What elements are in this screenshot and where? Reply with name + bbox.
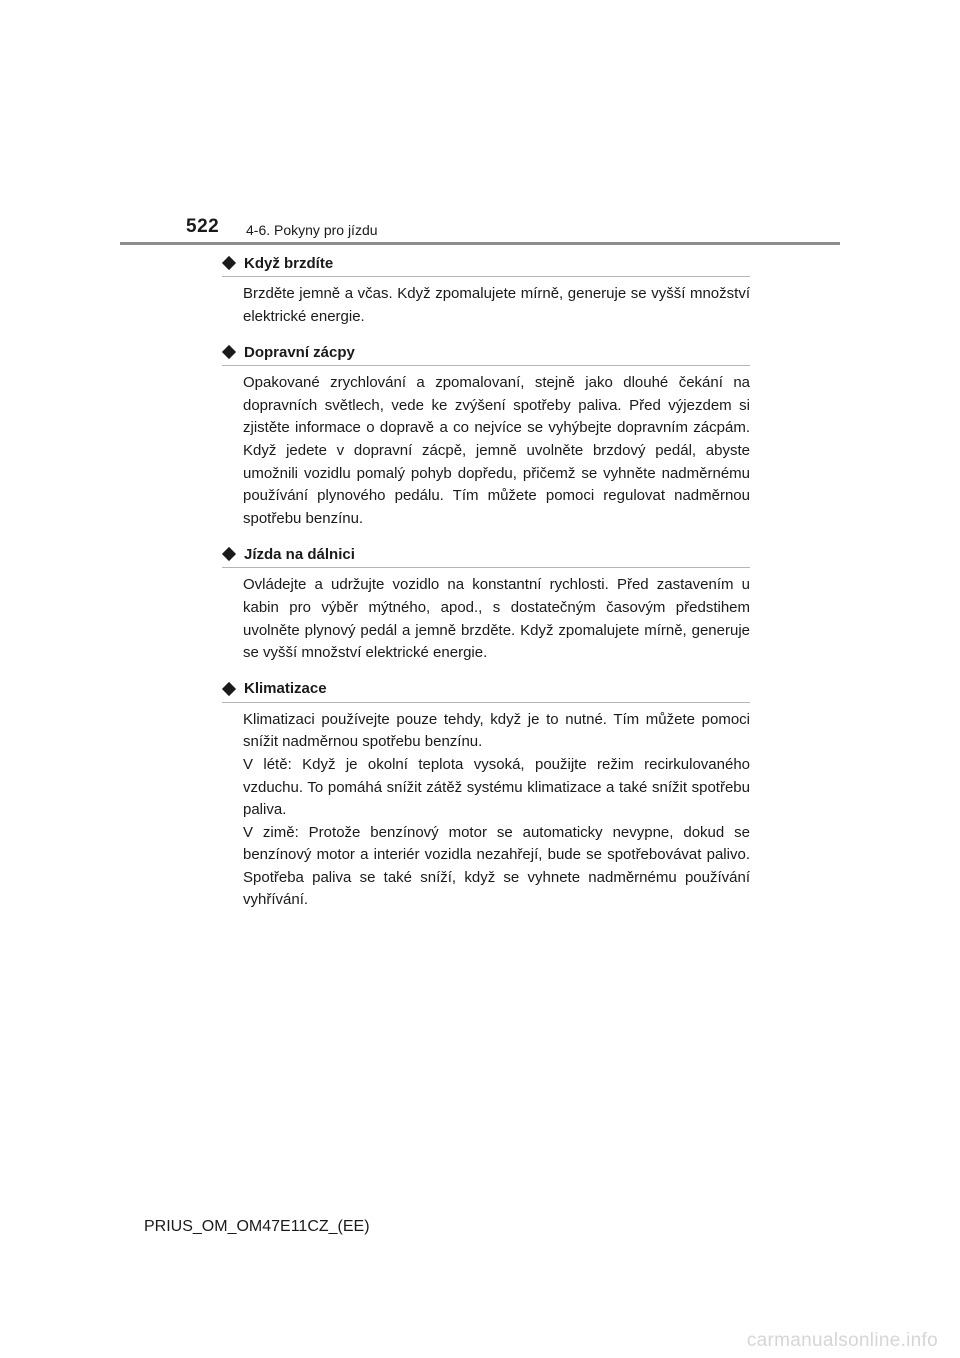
section-body: [243, 709, 750, 912]
section-title: Dopravní zácpy: [244, 343, 355, 361]
paragraph: Brzděte jemně a včas. Když zpomalujete mírně, generuje se vyšší množství elektrické energie.: [243, 285, 750, 325]
section-body: [243, 574, 750, 664]
section-title: Klimatizace: [244, 680, 327, 698]
diamond-bullet-icon: [222, 256, 236, 270]
section-braking: [222, 250, 750, 328]
page-number: 522: [186, 216, 220, 237]
section-air-conditioning: [222, 676, 750, 912]
section-heading: [222, 250, 750, 277]
section-title: Když brzdíte: [244, 254, 334, 272]
page-content: [222, 250, 750, 923]
paragraph: Klimatizaci používejte pouze tehdy, když je to nutné. Tím můžete pomoci snížit nadměrnou spotřebu benzínu.: [243, 710, 750, 751]
diamond-bullet-icon: [222, 547, 236, 561]
header-divider: [120, 242, 840, 245]
paragraph: V létě: Když je okolní teplota vysoká, použijte režim recirkulovaného vzduchu. To pomáhá snížit zátěž systému klimatizace a také snížit spotřebu paliva.: [243, 755, 750, 819]
document-code: PRIUS_OM_OM47E11CZ_(EE): [144, 1218, 370, 1235]
section-body: [243, 372, 750, 530]
diamond-bullet-icon: [222, 682, 236, 696]
diamond-bullet-icon: [222, 345, 236, 359]
section-heading: [222, 339, 750, 366]
section-body: [243, 283, 750, 328]
watermark: carmanualsonline.info: [746, 1330, 938, 1351]
section-traffic-jams: [222, 339, 750, 530]
paragraph: V zimě: Protože benzínový motor se automaticky nevypne, dokud se benzínový motor a interiér vozidla nezahřejí, bude se spotřebovávat palivo. Spotřeba paliva se také sníží, když se vyhnete nadměrnému používání vyhřívání.: [243, 823, 750, 909]
section-title: Jízda na dálnici: [244, 545, 355, 563]
chapter-title: 4-6. Pokyny pro jízdu: [246, 222, 378, 238]
section-heading: [222, 676, 750, 703]
section-heading: [222, 541, 750, 568]
section-highway-driving: [222, 541, 750, 664]
paragraph: Ovládejte a udržujte vozidlo na konstantní rychlosti. Před zastavením u kabin pro výběr mýtného, apod., s dostatečným časovým předstihem uvolněte plynový pedál a jemně brzděte. Když zpomalujete mírně, generuje se vyšší množství elektrické energie.: [243, 576, 750, 662]
paragraph: Opakované zrychlování a zpomalovaní, stejně jako dlouhé čekání na dopravních světlech, vede ke zvýšení spotřeby paliva. Před výjezdem si zjistěte informace o dopravě a co nejvíce se vyhýbejte dopravním zácpám. Když jedete v dopravní zácpě, jemně uvolněte brzdový pedál, abyste umožnili vozidlu pomalý pohyb dopředu, přičemž se vyhněte nadměrnému používání plynového pedálu. Tím můžete pomoci regulovat nadměrnou spotřebu benzínu.: [243, 374, 750, 527]
